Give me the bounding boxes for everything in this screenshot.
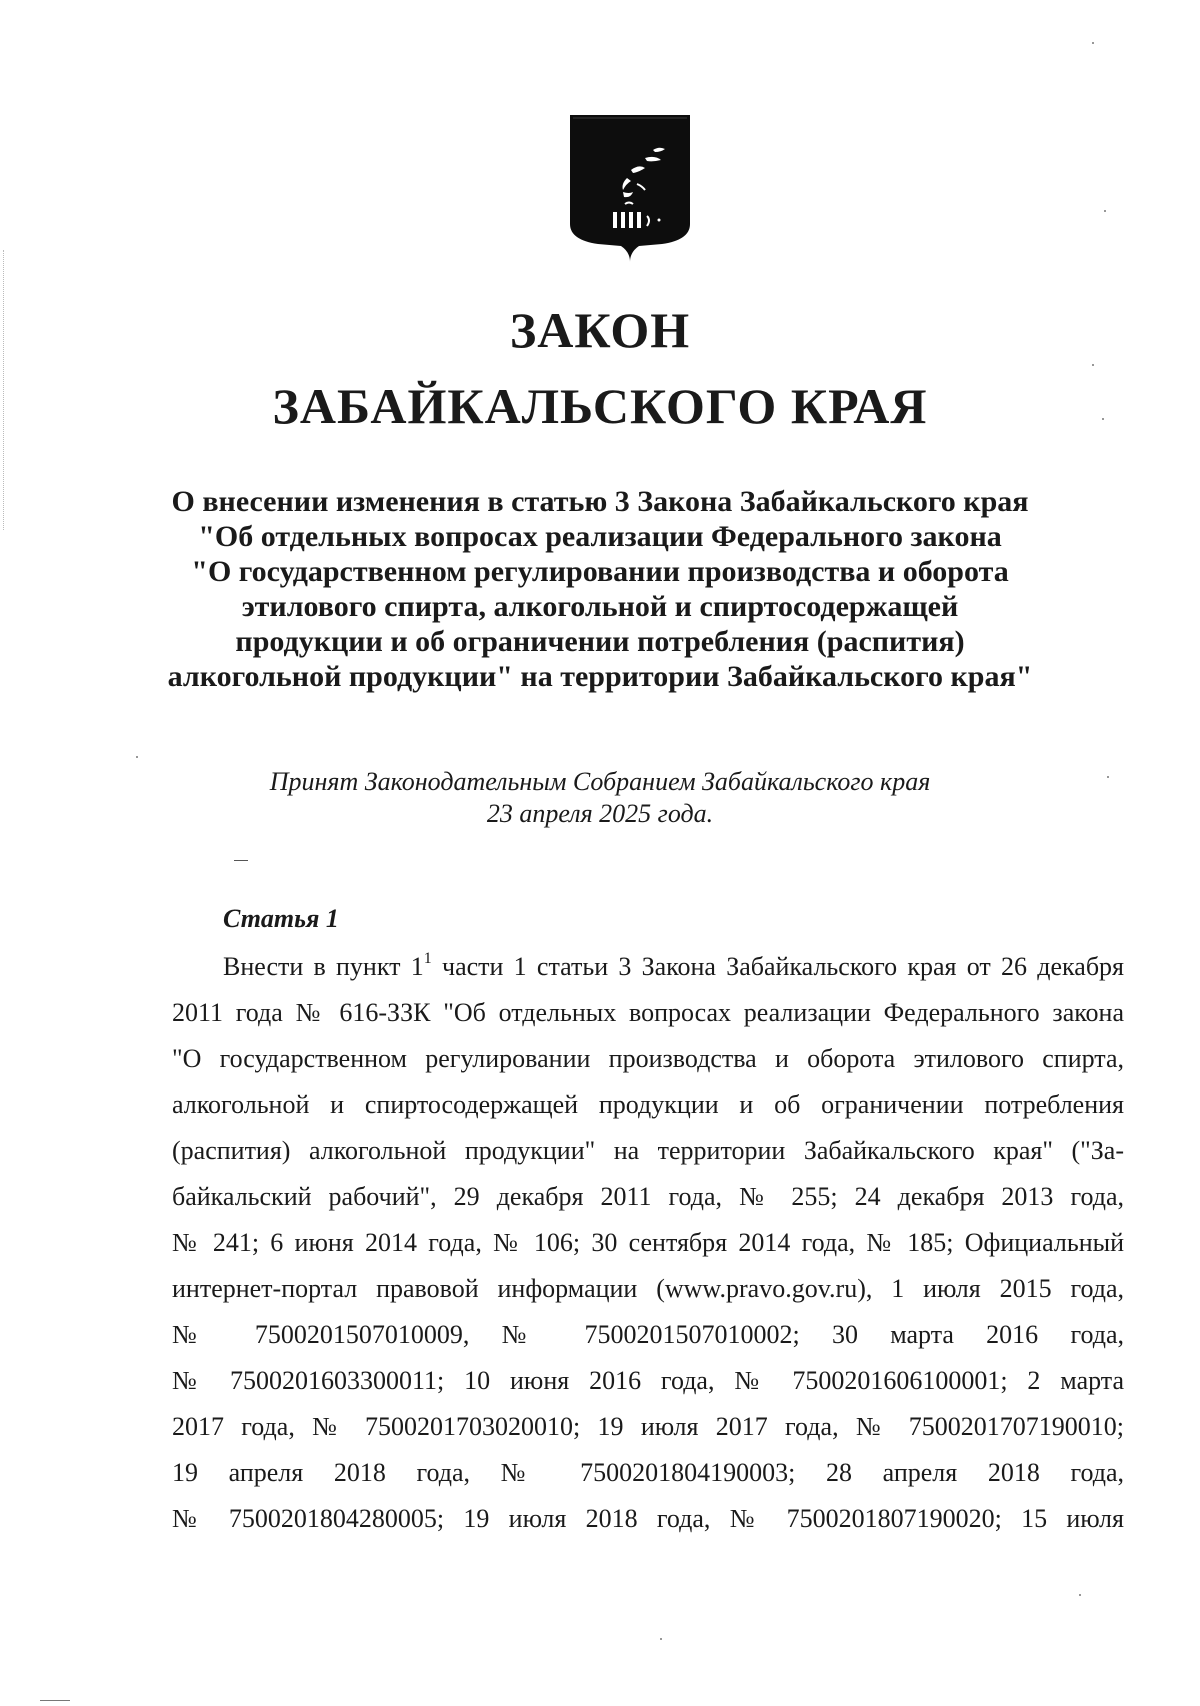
body-line: "О государственном регулировании производства и оборота этилового спирта, xyxy=(172,1044,1124,1073)
scan-dash-mark xyxy=(234,860,248,861)
subject-line: алкогольной продукции" на территории Забайкальского края" xyxy=(167,660,1033,693)
body-line xyxy=(172,944,1124,990)
body-line: № 7500201603300011; 10 июня 2016 года, № 7500201606100001; 2 марта xyxy=(172,1366,1124,1395)
body-line: № 7500201804280005; 19 июля 2018 года, № 7500201807190020; 15 июля xyxy=(172,1504,1124,1533)
document-subtitle: ЗАБАЙКАЛЬСКОГО КРАЯ xyxy=(272,378,928,434)
scan-speck xyxy=(40,1700,70,1701)
subject-line: "О государственном регулировании производства и оборота xyxy=(191,555,1009,588)
body-line: № 241; 6 июня 2014 года, № 106; 30 сентября 2014 года, № 185; Официальный xyxy=(172,1228,1124,1257)
body-line: 2011 года № 616-ЗЗК "Об отдельных вопросах реализации Федерального закона xyxy=(172,998,1124,1027)
document-title: ЗАКОН xyxy=(509,302,691,358)
scan-speck xyxy=(1102,418,1104,420)
scan-speck xyxy=(1079,1594,1081,1596)
body-text-fragment: части 1 статьи 3 Закона Забайкальского края от 26 декабря xyxy=(431,952,1125,981)
body-line: 19 апреля 2018 года, № 7500201804190003; 28 апреля 2018 года, xyxy=(172,1458,1124,1487)
coat-of-arms-icon xyxy=(567,112,693,264)
body-line: байкальский рабочий", 29 декабря 2011 года, № 255; 24 декабря 2013 года, xyxy=(172,1182,1124,1211)
subject-line: "Об отдельных вопросах реализации Федерального закона xyxy=(198,520,1002,553)
article-heading: Статья 1 xyxy=(223,904,339,933)
body-line: (распития) алкогольной продукции" на территории Забайкальского края" ("За- xyxy=(172,1136,1124,1165)
adoption-line: Принят Законодательным Собранием Забайкальского края xyxy=(269,767,931,796)
scan-speck xyxy=(1092,364,1094,366)
article-body xyxy=(172,944,1124,1542)
body-line: 2017 года, № 7500201703020010; 19 июля 2017 года, № 7500201707190010; xyxy=(172,1412,1124,1441)
scan-speck xyxy=(1092,42,1094,44)
body-line: интернет-портал правовой информации (www.pravo.gov.ru), 1 июля 2015 года, xyxy=(172,1274,1124,1303)
subject-line: этилового спирта, алкогольной и спиртосодержащей xyxy=(241,590,959,623)
adoption-date: 23 апреля 2025 года. xyxy=(486,799,714,828)
adoption-note xyxy=(160,766,1040,830)
subject-line: продукции и об ограничении потребления (распития) xyxy=(235,625,965,658)
subject-line: О внесении изменения в статью 3 Закона Забайкальского края xyxy=(171,485,1029,518)
law-subject xyxy=(140,484,1060,694)
scan-speck xyxy=(136,756,138,758)
scan-speck xyxy=(1104,210,1106,212)
body-line: алкогольной и спиртосодержащей продукции и об ограничении потребления xyxy=(172,1090,1124,1119)
superscript-index: 1 xyxy=(423,950,432,967)
scan-speck xyxy=(1107,776,1109,778)
body-text-fragment: Внести в пункт 1 xyxy=(223,952,424,981)
scan-speck xyxy=(660,1638,662,1640)
body-line: № 7500201507010009, № 7500201507010002; 30 марта 2016 года, xyxy=(172,1320,1124,1349)
